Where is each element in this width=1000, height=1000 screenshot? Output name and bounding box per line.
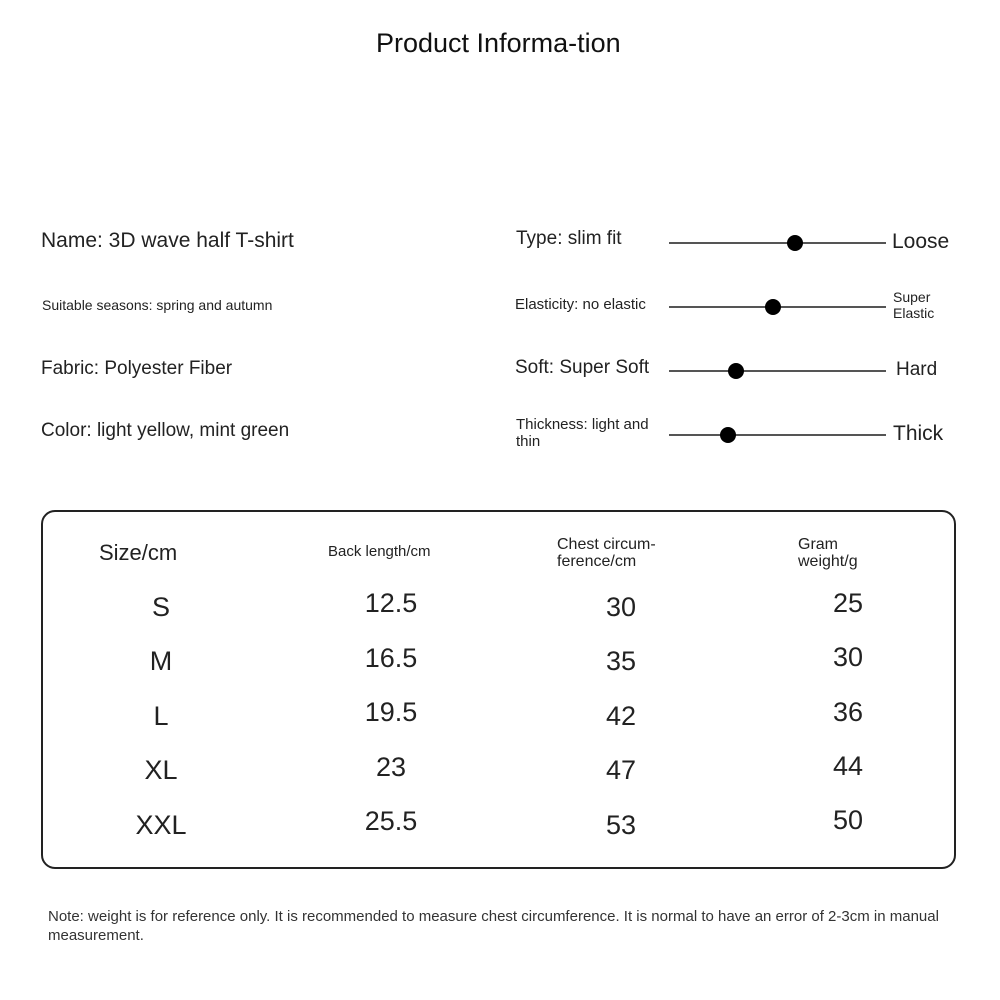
table-header-chest: Chest circum-ference/cm [557,536,656,570]
attr-name: Name: 3D wave half T-shirt [41,229,294,252]
slider-track [669,306,886,308]
cell-weight: 25 [832,588,864,618]
slider-end-label: Loose [892,230,950,253]
cell-chest: 42 [605,701,637,731]
slider-knob [720,427,736,443]
slider-label: Soft: Super Soft [515,357,650,378]
measurement-note: Note: weight is for reference only. It is recommended to measure chest circumference. It is normal to have an error of 2-3cm in manual measurement. [48,908,939,944]
cell-back-length: 23 [375,752,407,782]
slider-end-label: Super Elastic [893,289,935,321]
slider-track [669,370,886,372]
attr-fabric: Fabric: Polyester Fiber [41,358,233,379]
table-header-weight: Gram weight/g [798,536,858,570]
table-header-back-length: Back length/cm [328,543,431,560]
attr-color: Color: light yellow, mint green [41,420,290,441]
cell-chest: 35 [605,646,637,676]
cell-chest: 30 [605,592,637,622]
slider-knob [787,235,803,251]
slider-label: Thickness: light and thin [516,416,649,450]
cell-size: L [153,701,169,731]
cell-weight: 44 [832,751,864,781]
slider-end-label: Hard [896,359,938,380]
slider-knob [728,363,744,379]
table-header-size: Size/cm [99,540,178,565]
slider-track [669,242,886,244]
cell-size: M [149,646,173,676]
slider-end-label: Thick [893,422,944,445]
cell-weight: 50 [832,805,864,835]
slider-label: Elasticity: no elastic [515,296,646,313]
cell-back-length: 16.5 [364,643,418,673]
attr-seasons: Suitable seasons: spring and autumn [42,297,273,313]
cell-back-length: 19.5 [364,697,418,727]
size-table [41,510,956,869]
cell-weight: 36 [832,697,864,727]
cell-size: S [151,592,170,622]
slider-track [669,434,886,436]
cell-back-length: 25.5 [364,806,418,836]
cell-weight: 30 [832,642,864,672]
slider-label: Type: slim fit [516,228,622,249]
cell-size: XL [144,755,178,785]
cell-back-length: 12.5 [364,588,418,618]
page-title: Product Informa-tion [376,28,621,58]
slider-knob [765,299,781,315]
cell-size: XXL [135,810,187,840]
cell-chest: 47 [605,755,637,785]
cell-chest: 53 [605,810,637,840]
